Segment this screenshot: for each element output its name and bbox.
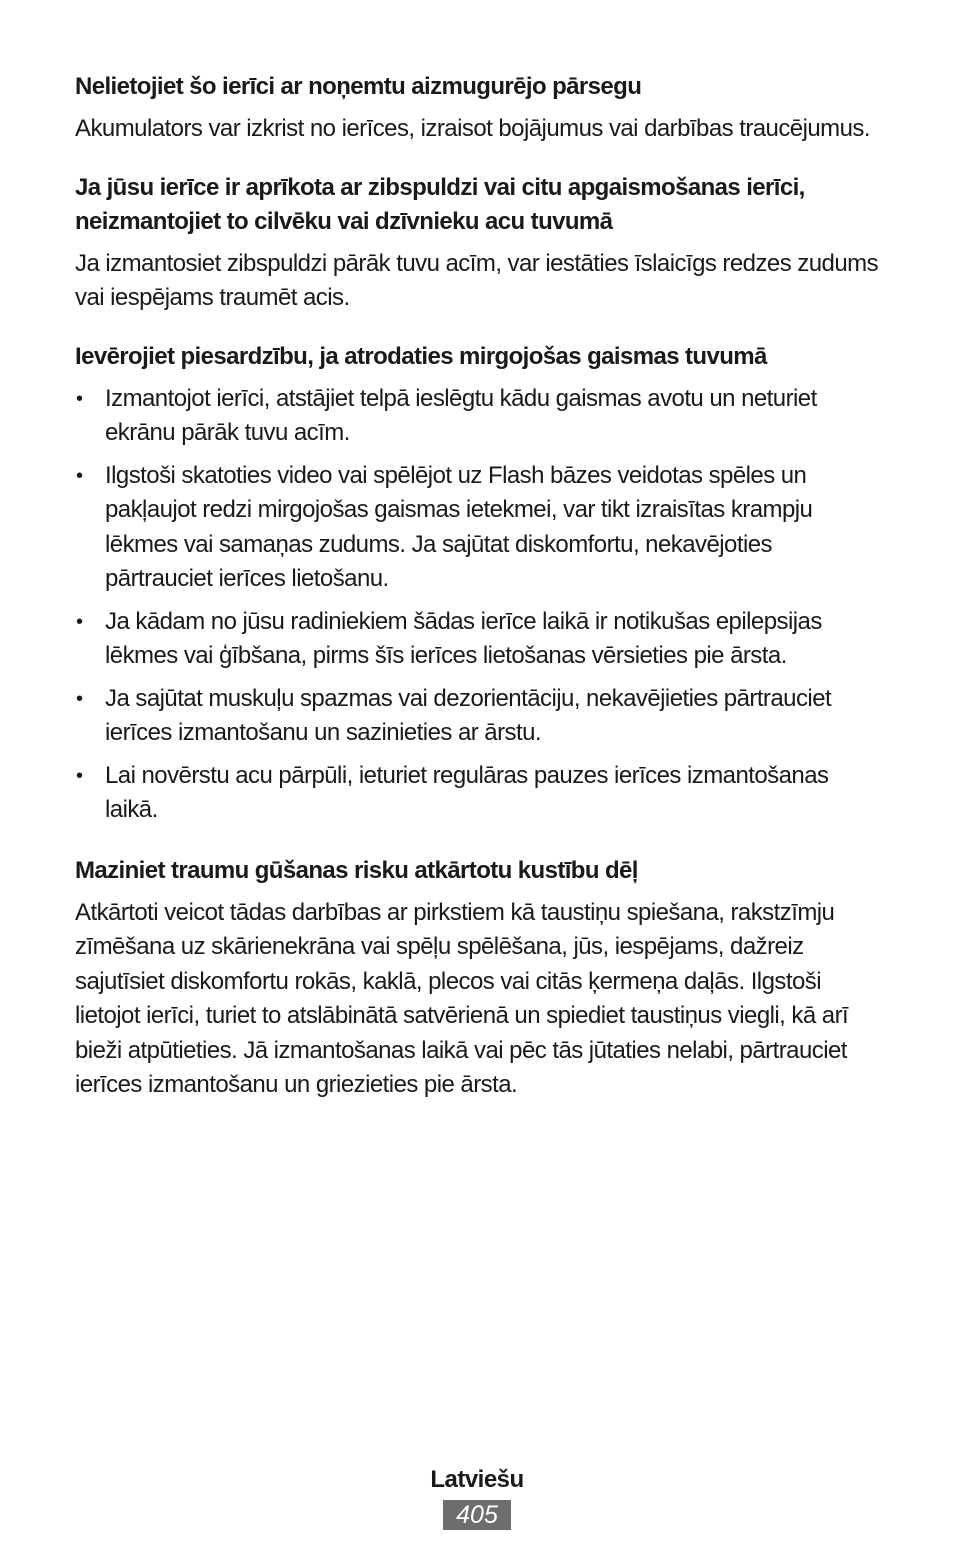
list-item (75, 682, 885, 751)
bullet-icon: • (76, 687, 83, 710)
section-repetitive-motion (75, 854, 885, 1103)
bullet-icon: • (76, 387, 83, 410)
list-item (75, 459, 885, 597)
list-item-text: Ilgstoši skatoties video vai spēlējot uz Flash bāzes veidotas spēles un pakļaujot redzi mirgojošas gaismas ietekmei, var tikt izraisītas krampju lēkmes vai samaņas zudums. Ja sajūtat diskomfortu, nekavējoties pārtrauciet ierīces lietošanu. (105, 461, 813, 592)
list-item-text: Ja sajūtat muskuļu spazmas vai dezorientāciju, nekavējieties pārtrauciet ierīces izmantošanu un sazinieties ar ārstu. (105, 684, 832, 746)
page-footer (0, 1464, 954, 1530)
bullet-list (75, 382, 885, 828)
section-paragraph: Ja izmantosiet zibspuldzi pārāk tuvu acīm, var iestāties īslaicīgs redzes zudums vai iespējams traumēt acis. (75, 249, 879, 311)
section-flashing-light (75, 340, 885, 828)
page-number-badge: 405 (443, 1500, 511, 1530)
section-paragraph: Akumulators var izkrist no ierīces, izraisot bojājumus vai darbības traucējumus. (75, 115, 870, 142)
footer-language: Latviešu (430, 1466, 524, 1493)
bullet-icon: • (76, 464, 83, 487)
section-heading: Maziniet traumu gūšanas risku atkārtotu kustību dēļ (75, 856, 638, 884)
list-item-text: Ja kādam no jūsu radiniekiem šādas ierīce laikā ir notikušas epilepsijas lēkmes vai ģībšana, pirms šīs ierīces lietošanas vērsieties pie ārsta. (105, 607, 822, 669)
section-heading: Nelietojiet šo ierīci ar noņemtu aizmugurējo pārsegu (75, 73, 642, 100)
list-item-text: Lai novērstu acu pārpūli, ieturiet regulāras pauzes ierīces izmantošanas laikā. (105, 761, 829, 823)
section-heading: Ievērojiet piesardzību, ja atrodaties mirgojošas gaismas tuvumā (75, 342, 767, 370)
list-item-text: Izmantojot ierīci, atstājiet telpā ieslēgtu kādu gaismas avotu un neturiet ekrānu pārāk tuvu acīm. (105, 384, 817, 446)
bullet-icon: • (76, 764, 83, 787)
document-body (75, 70, 885, 1127)
section-back-cover (75, 70, 885, 147)
list-item (75, 759, 885, 828)
section-flash-light (75, 171, 885, 316)
section-heading: Ja jūsu ierīce ir aprīkota ar zibspuldzi vai citu apgaismošanas ierīci, neizmantojiet to cilvēku vai dzīvnieku acu tuvumā (75, 173, 805, 235)
section-paragraph: Atkārtoti veicot tādas darbības ar pirkstiem kā taustiņu spiešana, rakstzīmju zīmēšana uz skārienekrāna vai spēļu spēlēšana, jūs, iespējams, dažreiz sajutīsiet diskomfortu rokās, kaklā, plecos vai citās ķermeņa daļās. Ilgstoši lietojot ierīci, turiet to atslābinātā satvērienā un spiediet taustiņus viegli, kā arī bieži atpūtieties. Jā izmantošanas laikā vai pēc tās jūtaties nelabi, pārtrauciet ierīces izmantošanu un griezieties pie ārsta. (75, 898, 849, 1098)
bullet-icon: • (76, 610, 83, 633)
list-item (75, 382, 885, 451)
list-item (75, 605, 885, 674)
